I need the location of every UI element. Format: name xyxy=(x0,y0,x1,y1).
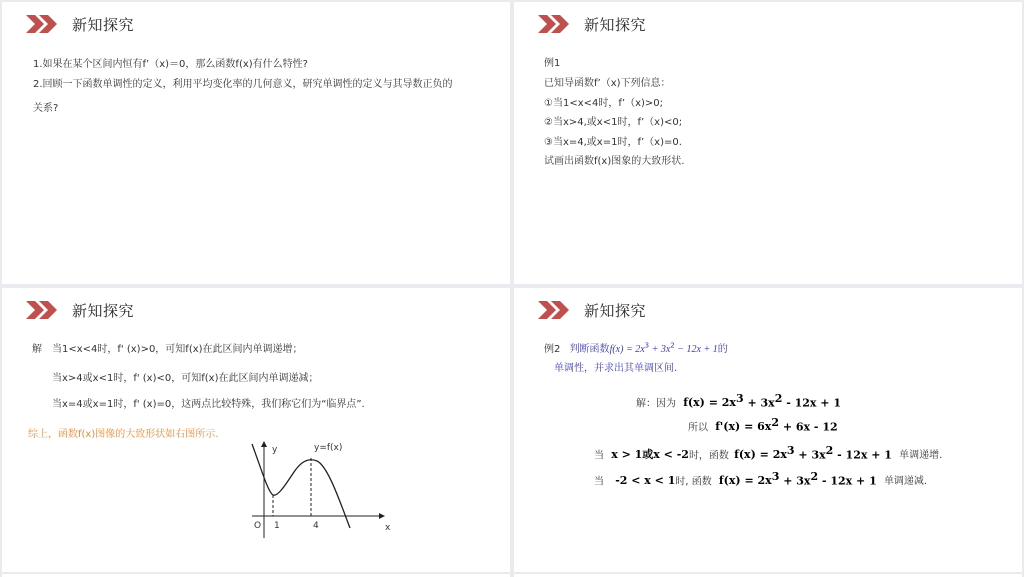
exp: 3 xyxy=(771,470,780,483)
tick-4: 4 xyxy=(313,521,319,531)
decreasing-statement xyxy=(594,470,927,487)
double-chevron-icon xyxy=(538,301,572,319)
example-intro: 已知导函数f’（x)下列信息： xyxy=(544,78,671,89)
function-graph xyxy=(242,436,402,546)
curve xyxy=(252,444,350,528)
function-label: y=f(x) xyxy=(314,443,343,453)
when-label: 当 xyxy=(594,476,604,488)
eq-part: + 3x xyxy=(794,448,826,462)
eq-part: f(x) = 2x xyxy=(718,474,772,488)
condition-1: ①当1<x<4时，f’（x)>0; xyxy=(544,98,663,109)
slide-title: 新知探究 xyxy=(72,15,135,34)
eq-term-2: + 3x xyxy=(649,344,671,355)
example-label: 例2 xyxy=(544,344,561,355)
range-2: -2 < x < 1 xyxy=(615,474,676,488)
eq-part: + 3x xyxy=(779,474,811,488)
slide-header xyxy=(26,12,134,36)
range-1-text: 时，函数 xyxy=(688,450,729,462)
eq-part: - 12x + 1 xyxy=(833,448,892,462)
question-2-line-1: 2.回顾一下函数单调性的定义，利用平均变化率的几何意义，研究单调性的定义与其导数正负的 xyxy=(33,79,453,90)
range-1: x > 1或x < -2 xyxy=(611,448,689,462)
eq-part: f'(x) = 6x xyxy=(715,420,772,434)
so-label: 所以 xyxy=(688,422,708,434)
when-label: 当 xyxy=(594,450,604,462)
exp: 2 xyxy=(771,416,779,429)
fx: f(x) xyxy=(609,344,624,355)
eq-part: - 12x + 1 xyxy=(782,396,842,410)
question-line-2: 单调性，并求出其单调区间. xyxy=(554,363,678,374)
eq-part: f(x) = 2x xyxy=(683,396,736,410)
example-task: 试画出函数f(x)图象的大致形状. xyxy=(544,156,685,167)
eq-part: + 3x xyxy=(743,396,775,410)
range-2-text: 时, 函数 xyxy=(675,476,712,488)
question-lead: 判断函数 xyxy=(569,344,610,355)
eq-part: - 12x + 1 xyxy=(818,474,877,488)
exp: 3 xyxy=(644,341,650,350)
tick-1: 1 xyxy=(274,521,280,531)
condition-2: ②当x>4,或x<1时，f’（x)<0; xyxy=(544,117,683,128)
x-label: x xyxy=(385,523,391,533)
condition-3: ③当x=4,或x=1时，f’（x)=0. xyxy=(544,137,682,148)
exp: 2 xyxy=(810,470,819,483)
question-tail: 的 xyxy=(717,344,728,355)
example-2-question xyxy=(544,340,728,355)
conclusion: 综上，函数f(x)图像的大致形状如右图所示. xyxy=(28,429,219,440)
slide-header xyxy=(538,12,646,36)
exp: 3 xyxy=(735,392,744,405)
slide-header xyxy=(26,298,134,322)
y-label: y xyxy=(272,445,278,455)
solution-step-2 xyxy=(688,416,838,433)
solution-line-1: 解 当1<x<4时，f' (x)>0，可知f(x)在此区间内单调递增； xyxy=(32,344,303,355)
double-chevron-icon xyxy=(26,15,60,33)
origin-label: O xyxy=(254,521,262,531)
solution-line-3: 当x=4或x=1时，f' (x)=0，这两点比较特殊，我们称它们为“临界点”． xyxy=(52,399,372,410)
example-label: 例1 xyxy=(544,58,561,69)
question-2-line-2: 关系? xyxy=(33,103,59,114)
solution-line-2: 当x>4或x<1时，f' (x)<0，可知f(x)在此区间内单调递减； xyxy=(52,373,319,384)
eq-term-1: = 2x xyxy=(623,344,645,355)
increasing-label: 单调递增. xyxy=(899,450,943,462)
solution-step-1 xyxy=(636,392,841,409)
eq-part: + 6x - 12 xyxy=(779,420,838,434)
eq-term-3: − 12x + 1 xyxy=(674,344,718,355)
slide-title: 新知探究 xyxy=(584,301,647,320)
slide-2 xyxy=(514,2,1022,284)
slide-1 xyxy=(2,2,510,284)
exp: 2 xyxy=(670,341,675,350)
decreasing-label: 单调递减. xyxy=(883,476,928,488)
slide-3 xyxy=(2,288,510,572)
exp: 2 xyxy=(774,392,783,405)
double-chevron-icon xyxy=(538,15,572,33)
slide-4 xyxy=(514,288,1022,572)
slide-header xyxy=(538,298,646,322)
exp: 3 xyxy=(786,444,795,457)
exp: 2 xyxy=(825,444,834,457)
solution-label: 解：因为 xyxy=(636,398,676,410)
slide-title: 新知探究 xyxy=(584,15,647,34)
eq-part: f(x) = 2x xyxy=(734,448,787,462)
slide-title: 新知探究 xyxy=(72,301,135,320)
double-chevron-icon xyxy=(26,301,60,319)
question-1: 1.如果在某个区间内恒有f’（x)＝0，那么函数f(x)有什么特性? xyxy=(33,59,308,70)
increasing-statement xyxy=(594,444,942,462)
